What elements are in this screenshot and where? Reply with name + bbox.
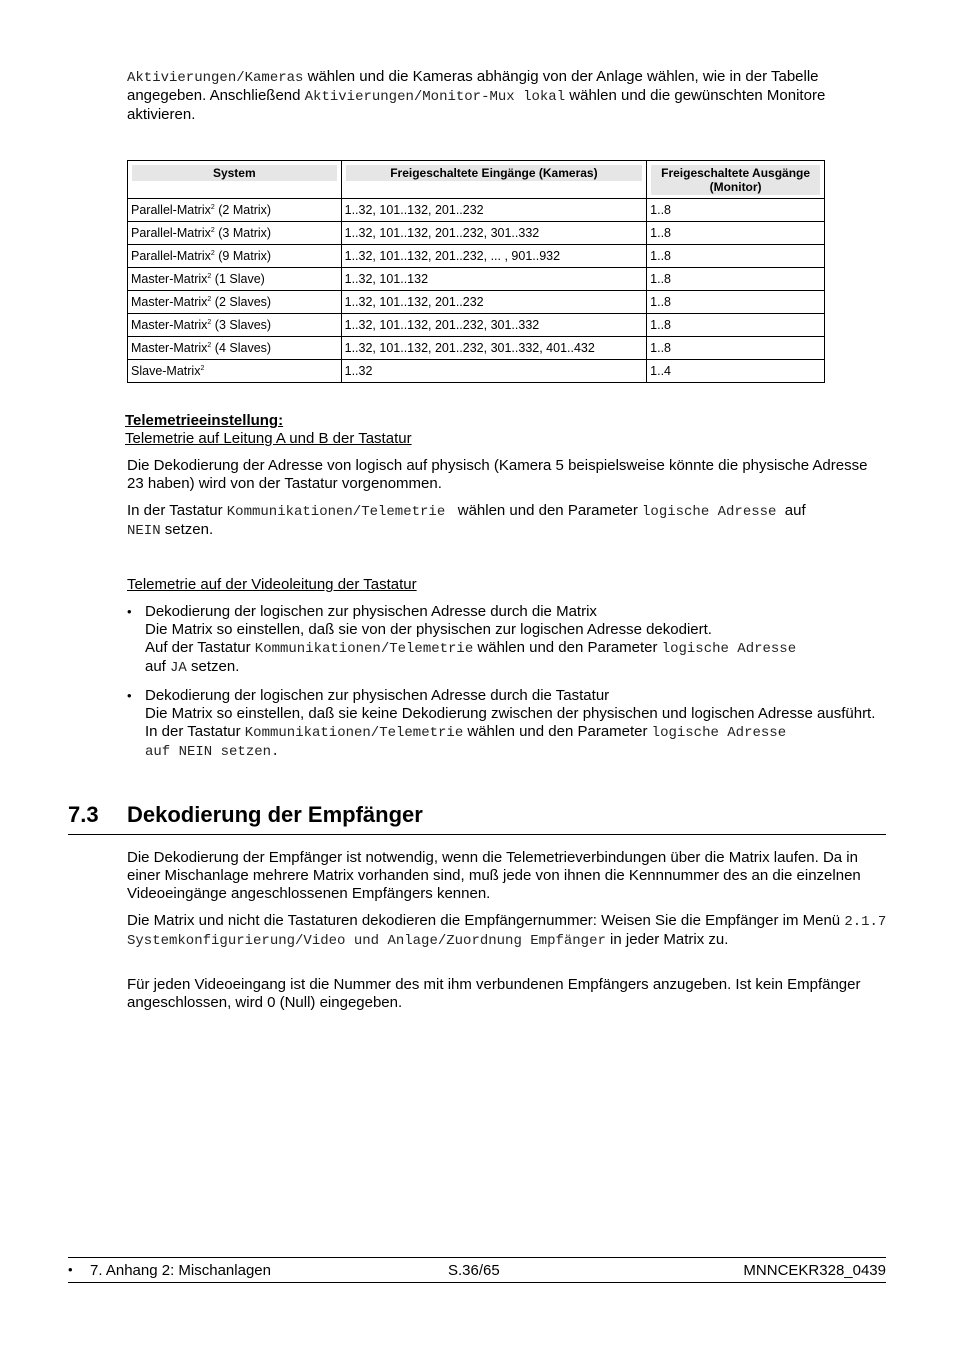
- code-menu-path: 2.1.7 Systemkonfigurierung/Video und Anlage/Zuordnung Empfänger: [127, 914, 887, 949]
- cell-system: Master-Matrix$^2$ (2 Slaves): [128, 291, 342, 314]
- cell-inputs: 1..32, 101..132, 201..232: [341, 291, 647, 314]
- table-row: [128, 222, 825, 245]
- table-row: [128, 314, 825, 337]
- header-outputs: Freigeschaltete Ausgänge (Monitor): [647, 161, 825, 199]
- cell-system: Master-Matrix$^2$ (3 Slaves): [128, 314, 342, 337]
- footer-page-number: S.36/65: [448, 1262, 500, 1279]
- intro-code-kameras: Aktivierungen/Kameras: [127, 70, 304, 86]
- telemetry-subheading-2: Telemetrie auf der Videoleitung der Tastatur: [127, 576, 417, 593]
- cell-inputs: 1..32, 101..132, 201..232, 301..332: [341, 314, 647, 337]
- table-row: [128, 291, 825, 314]
- cell-system: Parallel-Matrix$^2$ (3 Matrix): [128, 222, 342, 245]
- footer-rule-top: [68, 1257, 886, 1258]
- section-rule: [68, 834, 886, 835]
- section-number: 7.3: [68, 802, 99, 827]
- code-kommunikationen: Kommunikationen/Telemetrie: [226, 504, 446, 520]
- section-paragraph-2: Die Matrix und nicht die Tastaturen dekodieren die Empfängernummer: Weisen Sie die Empfänger im Menü 2.1.7 Systemkonfigurierung/Video und Anlage/Zuordnung Empfänger in jeder Matrix zu.: [127, 912, 887, 949]
- section-heading: [68, 802, 423, 828]
- intro-text-2: wählen und die gewünschten Monitore aktivieren.: [127, 87, 826, 123]
- intro-text-1: wählen und die Kameras abhängig von der Anlage wählen, wie in der Tabelle angegeben. Anschließend: [127, 68, 819, 104]
- code-nein: NEIN: [127, 523, 161, 539]
- code-logische-adresse: logische Adresse: [642, 504, 777, 520]
- table-row: [128, 268, 825, 291]
- cell-system: Slave-Matrix$^2$: [128, 360, 342, 383]
- cell-outputs: 1..8: [647, 199, 825, 222]
- table-header-row: [128, 161, 825, 199]
- bullet-1-content: Dekodierung der logischen zur physischen Adresse durch die Matrix Die Matrix so einstellen, daß sie von der physischen zur logischen Adresse dekodiert. Auf der Tastatur Kommunikationen/Telemetrie wählen und den Parameter logische Adresse auf JA setzen.: [145, 603, 797, 676]
- cell-system: Master-Matrix$^2$ (1 Slave): [128, 268, 342, 291]
- cell-outputs: 1..8: [647, 337, 825, 360]
- telemetry-paragraph-1: Die Dekodierung der Adresse von logisch auf physisch (Kamera 5 beispielsweise könnte die physische Adresse 23 haben) wird von der Tastatur vorgenommen.: [127, 457, 868, 492]
- footer-bullet: •: [68, 1262, 73, 1277]
- cell-outputs: 1..4: [647, 360, 825, 383]
- telemetry-paragraph-2: In der Tastatur Kommunikationen/Telemetrie wählen und den Parameter logische Adresse auf NEIN setzen.: [127, 502, 806, 539]
- cell-inputs: 1..32: [341, 360, 647, 383]
- table-row: [128, 360, 825, 383]
- table-row: [128, 337, 825, 360]
- telemetry-heading: Telemetrieeinstellung:: [125, 412, 284, 429]
- intro-code-monitor: Aktivierungen/Monitor-Mux lokal: [304, 89, 566, 105]
- footer-chapter: 7. Anhang 2: Mischanlagen: [90, 1262, 271, 1279]
- cell-inputs: 1..32, 101..132: [341, 268, 647, 291]
- section-paragraph-1: Die Dekodierung der Empfänger ist notwendig, wenn die Telemetrieverbindungen über die Matrix laufen. Da in einer Mischanlage mehrere Matrix vorhanden sind, muß jede von ihnen die Kennnummer des an die einzelnen Videoeingänge angeschlossenen Empfängers kennen.: [127, 849, 861, 902]
- cell-inputs: 1..32, 101..132, 201..232, 301..332: [341, 222, 647, 245]
- header-system: System: [128, 161, 342, 199]
- table-row: [128, 199, 825, 222]
- system-table: [127, 160, 825, 383]
- cell-inputs: 1..32, 101..132, 201..232: [341, 199, 647, 222]
- cell-system: Master-Matrix$^2$ (4 Slaves): [128, 337, 342, 360]
- cell-inputs: 1..32, 101..132, 201..232, ... , 901..932: [341, 245, 647, 268]
- table-row: [128, 245, 825, 268]
- section-paragraph-3: Für jeden Videoeingang ist die Nummer des mit ihm verbundenen Empfängers anzugeben. Ist kein Empfänger angeschlossen, wird 0 (Null) eingegeben.: [127, 976, 861, 1011]
- cell-outputs: 1..8: [647, 245, 825, 268]
- footer-doc-id: MNNCEKR328_0439: [743, 1262, 886, 1279]
- cell-inputs: 1..32, 101..132, 201..232, 301..332, 401..432: [341, 337, 647, 360]
- header-inputs: Freigeschaltete Eingänge (Kameras): [341, 161, 647, 199]
- intro-paragraph: [127, 68, 887, 124]
- telemetry-subheading-1: Telemetrie auf Leitung A und B der Tastatur: [125, 430, 412, 447]
- cell-outputs: 1..8: [647, 222, 825, 245]
- cell-outputs: 1..8: [647, 314, 825, 337]
- cell-outputs: 1..8: [647, 268, 825, 291]
- section-title: Dekodierung der Empfänger: [127, 802, 423, 827]
- footer-rule-bottom: [68, 1282, 886, 1283]
- bullet-2-marker: •: [127, 688, 132, 703]
- table-body: [128, 199, 825, 383]
- cell-system: Parallel-Matrix$^2$ (2 Matrix): [128, 199, 342, 222]
- bullet-1-marker: •: [127, 604, 132, 619]
- bullet-2-content: Dekodierung der logischen zur physischen Adresse durch die Tastatur Die Matrix so einstellen, daß sie keine Dekodierung zwischen der physischen und logischen Adresse ausführt. In der Tastatur Kommunikationen/Telemetrie wählen und den Parameter logische Adresse auf NEIN setzen.: [145, 687, 876, 760]
- cell-outputs: 1..8: [647, 291, 825, 314]
- cell-system: Parallel-Matrix$^2$ (9 Matrix): [128, 245, 342, 268]
